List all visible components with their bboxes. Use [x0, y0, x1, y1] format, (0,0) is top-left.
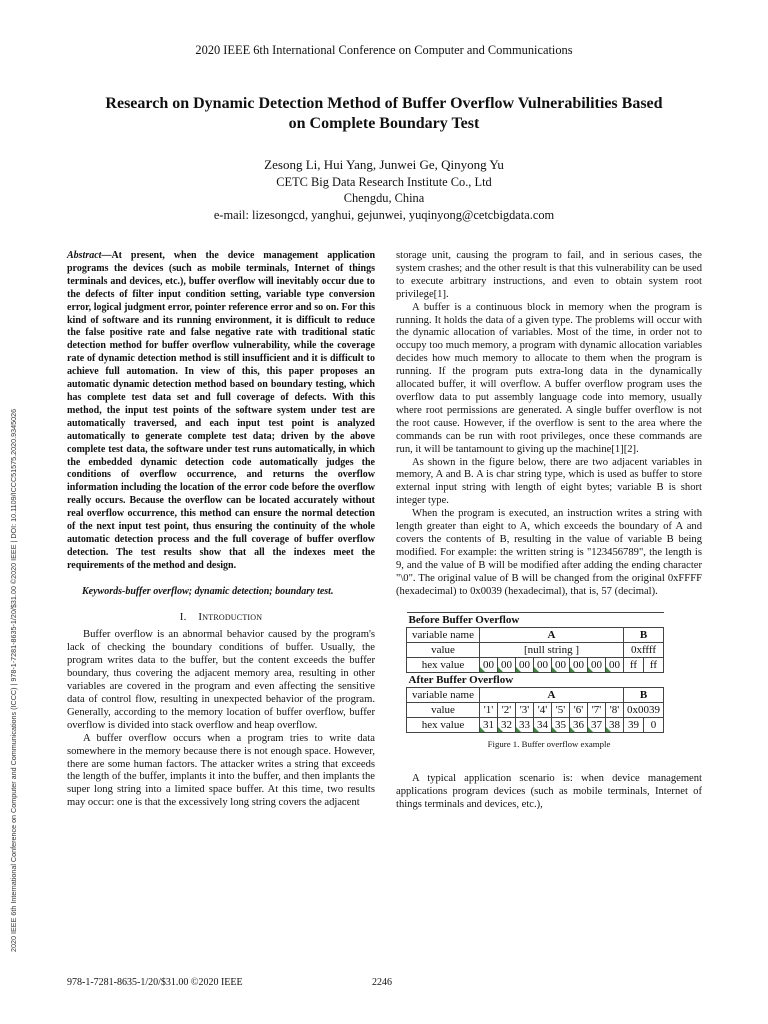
row-label: hex value [407, 658, 480, 673]
affiliation: CETC Big Data Research Institute Co., Ltd [276, 174, 492, 189]
var-b-label: B [624, 628, 664, 643]
value-cell: '2' [498, 703, 516, 718]
location: Chengdu, China [343, 191, 425, 205]
hex-cell: 00 [498, 658, 516, 673]
author-block [0, 157, 768, 223]
conference-header: 2020 IEEE 6th International Conference on Computer and Communications [195, 43, 573, 57]
figure-row [407, 673, 664, 688]
abstract-lead: Abstract [67, 250, 102, 261]
left-column [67, 250, 375, 810]
figure-row [407, 703, 664, 718]
paragraph: As shown in the figure below, there are two adjacent variables in memory, A and B. A is char string type, which is used as buffer to store external input string with length of eight bytes; variable B is short integer type. [396, 456, 702, 507]
section-heading [67, 611, 375, 624]
section-title: Introduction [198, 610, 263, 623]
value-cell: '3' [516, 703, 534, 718]
var-a-label: A [480, 628, 624, 643]
hex-cell: 37 [588, 718, 606, 733]
hex-cell: 32 [498, 718, 516, 733]
figure-row [407, 613, 664, 628]
sidebar-doi: 2020 IEEE 6th International Conference on Computer and Communications (ICCC) | 978-1-7281-8635-1/20/$31.00 ©2020 IEEE | DOI: 10.1109/ICCC51575.2020.9345026 [9, 408, 18, 952]
buffer-overflow-figure [406, 612, 664, 733]
paper-title [60, 94, 708, 134]
abstract [67, 250, 375, 573]
row-label: value [407, 643, 480, 658]
paragraph: A buffer is a continuous block in memory when the program is running. It holds the data of a given type. The problems will occur with the dynamic allocation of variables. Most of the time, in order not to occupy too much memory, a program with dynamic allocation variables decides how much memory to allocate to them when the program is running. If the program puts extra-long data in the dynamically allocated buffer, it will overflow. A buffer overflow program uses the overflow data to put assembly language code into memory, usually where root permissions are generated. A single buffer overflow is not the root cause. However, if the overflow is sent to the area where the commands can be run with root privileges, once these commands are run, it will be tantamount to giving up the machine[1][2]. [396, 301, 702, 455]
a-value: [null string ] [480, 643, 624, 658]
hex-cell: ff [644, 658, 664, 673]
hex-cell: 00 [534, 658, 552, 673]
hex-cell: 33 [516, 718, 534, 733]
author-names: Zesong Li, Hui Yang, Junwei Ge, Qinyong Yu [264, 157, 504, 172]
after-title: After Buffer Overflow [407, 673, 664, 688]
before-title: Before Buffer Overflow [407, 613, 664, 628]
value-cell: '5' [552, 703, 570, 718]
hex-cell: ff [624, 658, 644, 673]
hex-cell: 36 [570, 718, 588, 733]
var-a-label: A [480, 688, 624, 703]
hex-cell: 34 [534, 718, 552, 733]
row-label: value [407, 703, 480, 718]
figure-caption: Figure 1. Buffer overflow example [487, 739, 611, 750]
hex-cell: 38 [606, 718, 624, 733]
value-cell: '4' [534, 703, 552, 718]
footer-isbn: 978-1-7281-8635-1/20/$31.00 ©2020 IEEE [67, 977, 243, 988]
value-cell: '7' [588, 703, 606, 718]
hex-cell: 35 [552, 718, 570, 733]
figure-row [407, 628, 664, 643]
right-column [396, 250, 702, 812]
figure-row [407, 643, 664, 658]
b-value: 0xffff [624, 643, 664, 658]
figure-row [407, 658, 664, 673]
figure-row [407, 688, 664, 703]
email: e-mail: lizesongcd, yanghui, gejunwei, yuqinyong@cetcbigdata.com [213, 207, 555, 222]
abstract-dash: — [101, 250, 112, 261]
hex-cell: 00 [588, 658, 606, 673]
title-line-1: Research on Dynamic Detection Method of Buffer Overflow Vulnerabilities Based [105, 95, 663, 112]
page-number: 2246 [372, 977, 392, 988]
value-cell: '1' [480, 703, 498, 718]
paragraph: storage unit, causing the program to fail, and in serious cases, the system crashes; and the other result is that this vulnerability can be used to execute arbitrary instructions, and even to obtain system root privilege[1]. [396, 250, 702, 300]
value-cell: '8' [606, 703, 624, 718]
hex-cell: 00 [606, 658, 624, 673]
abstract-text: At present, when the device management application programs the devices (such as mobile terminals, Internet of things terminals and devices, etc.), buffer overflow will inevitably occur due to the defects of filter input condition setting, variable type conversion error, logical judgment error, pointer reference error and so on. For this kind of software and its running environment, it is difficult to reduce the false positive rate and false negative rate with traditional static detection method for buffer overflow vulnerability, while the coverage rate of dynamic detection method is still insufficient and it is difficult to achieve full automation. In view of this, this paper proposes an automatic dynamic detection method based on boundary testing, which has complete test data set and full coverage of defects. With this method, the input test points of the software system under test are automatically traversed, and each input test point is analyzed automatically to generate complete test data; driven by the above complete test data, the software under test runs automatically, in which the embedded dynamic detection code automatically judges the conditions of overflow occurrence, and returns the overflow information including the location of the error code before the overflow really occurs. Because the overflow can be located accurately without real overflow occurrence, this method can ensure the normal detection of the next input test point, thus ensuring the continuity of the whole automatic detection process and the full coverage of buffer overflow detection. The test results show that all the indexes meet the requirements of the method and design. [67, 250, 375, 571]
paragraph: A typical application scenario is: when device management applications program devices (such as mobile terminals, Internet of things terminals and devices, etc.), [396, 773, 702, 811]
paragraph: When the program is executed, an instruction writes a string with length greater than eight to A, which exceeds the boundary of A and covers the contents of B, resulting in the value of variable B being modified. For example: the written string is "123456789", the length is 9, and the value of B will be modified after adding the ending character "\0". The original value of B will be changed from the original 0xFFFF (hexadecimal) to 0x0039 (hexadecimal), that is, 57 (decimal). [396, 508, 702, 597]
b-value: 0x0039 [624, 703, 664, 718]
hex-cell: 31 [480, 718, 498, 733]
value-cell: '6' [570, 703, 588, 718]
hex-cell: 00 [516, 658, 534, 673]
paragraph: Buffer overflow is an abnormal behavior caused by the program's lack of checking the boundary conditions of buffer. Usually, the program writes data to the buffer, but the content exceeds the buffer boundary, thus covering the adjacent memory area, resulting in other variables are covered in the program and even affecting the sensitive data of control flow, resulting in unexpected behavior of the program. Generally, according to the memory location of buffer overflow, buffer overflow is divided into stack overflow and heap overflow. [67, 629, 375, 731]
section-number: I. [179, 610, 187, 623]
figure-row [407, 718, 664, 733]
hex-cell: 0 [644, 718, 664, 733]
var-b-label: B [624, 688, 664, 703]
hex-cell: 00 [552, 658, 570, 673]
hex-cell: 00 [570, 658, 588, 673]
paragraph: A buffer overflow occurs when a program tries to write data somewhere in the memory because there is not enough space. However, there are some human factors. The attacker writes a string that exceeds the length of the buffer, implants it into the buffer, and then implants the super long string into a limited space buffer. At this time, two results may occur: one is that the excessively long string covers the adjacent [67, 732, 375, 809]
hex-cell: 39 [624, 718, 644, 733]
row-label: variable name [407, 688, 480, 703]
hex-cell: 00 [480, 658, 498, 673]
title-line-2: on Complete Boundary Test [288, 115, 480, 132]
keywords: Keywords-buffer overflow; dynamic detection; boundary test. [82, 585, 334, 597]
row-label: hex value [407, 718, 480, 733]
row-label: variable name [407, 628, 480, 643]
